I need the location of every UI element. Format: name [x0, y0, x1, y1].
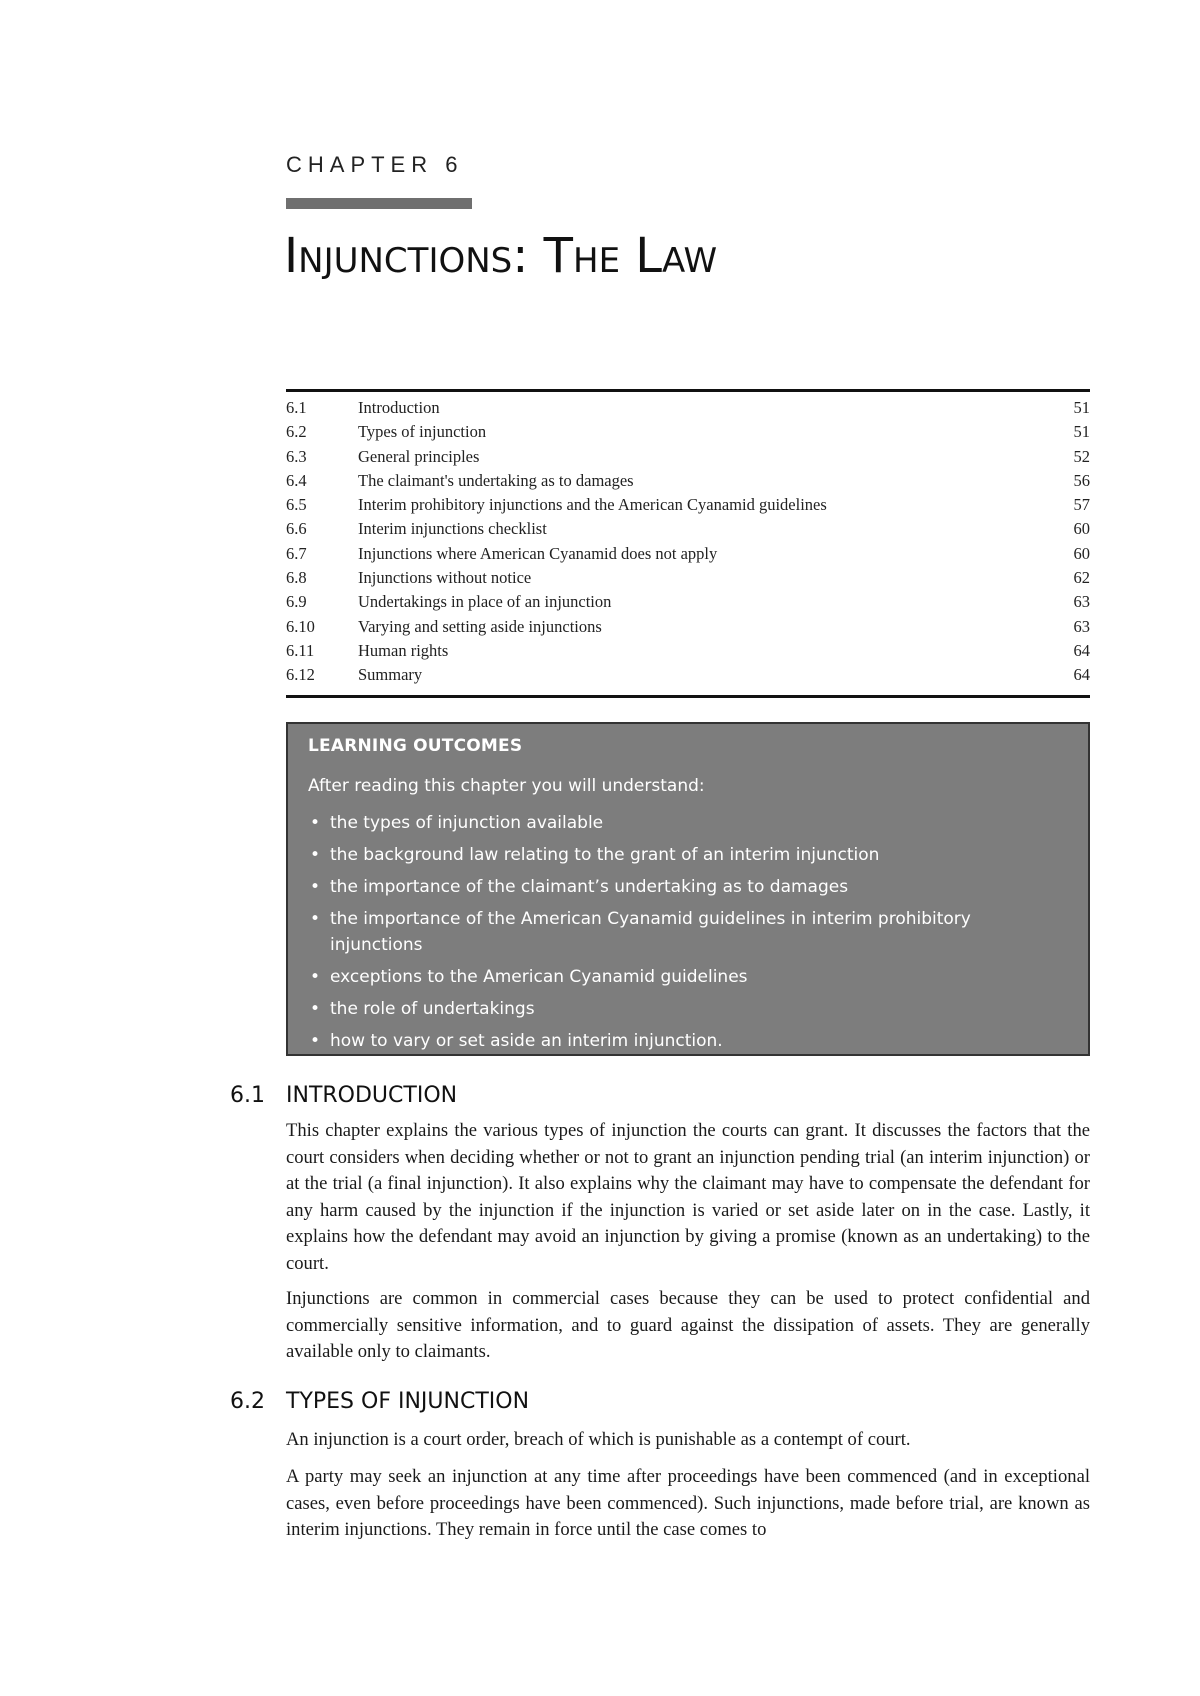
toc-number: 6.8: [286, 568, 307, 588]
bullet-icon: •: [310, 967, 321, 987]
learning-outcome-text: the background law relating to the grant of an interim injunction: [330, 845, 880, 865]
toc-page: 63: [1073, 616, 1090, 636]
toc-bottom-rule: [286, 695, 1090, 698]
toc-row[interactable]: [286, 639, 1090, 663]
bullet-icon: •: [310, 999, 321, 1019]
learning-outcome-item: [308, 842, 1068, 868]
toc-number: 6.7: [286, 543, 307, 563]
section-number: 6.1: [230, 1083, 265, 1108]
toc-title: General principles: [358, 446, 480, 466]
toc-title: Injunctions without notice: [358, 568, 532, 588]
bullet-icon: •: [310, 877, 321, 897]
toc-page: 60: [1073, 519, 1090, 539]
toc-row[interactable]: [286, 420, 1090, 444]
chapter-label: CHAPTER 6: [286, 152, 464, 177]
toc-number: 6.2: [286, 422, 307, 442]
toc-number: 6.5: [286, 495, 307, 515]
body-paragraph: A party may seek an injunction at any time after proceedings have been commenced (and in exceptional cases, even before proceedings have been commenced). Such injunctions, made before trial, are known as interim injunctions. They remain in force until the case comes to: [286, 1466, 1090, 1541]
toc-page: 51: [1073, 398, 1090, 417]
body-paragraph: Injunctions are common in commercial cases because they can be used to protect confidential and commercially sensitive information, and to guard against the dissipation of assets. They are generally available only to claimants.: [286, 1288, 1090, 1363]
toc-page: 51: [1073, 422, 1090, 442]
toc-title: Varying and setting aside injunctions: [358, 616, 602, 636]
toc-number: 6.11: [286, 640, 315, 660]
toc-number: 6.12: [286, 665, 315, 685]
chapter-rule: [286, 198, 472, 209]
bullet-icon: •: [310, 813, 321, 833]
toc-title: Human rights: [358, 640, 449, 660]
learning-outcome-item: [308, 964, 1068, 990]
section-title: TYPES OF INJUNCTION: [286, 1389, 530, 1414]
learning-outcome-text: the role of undertakings: [330, 999, 535, 1019]
toc-title: The claimant's undertaking as to damages: [358, 470, 634, 490]
bullet-icon: •: [310, 909, 321, 929]
learning-outcome-text: exceptions to the American Cyanamid guidelines: [330, 967, 748, 987]
toc-number: 6.10: [286, 616, 315, 636]
toc-row[interactable]: [286, 517, 1090, 541]
toc-top-rule: [286, 389, 1090, 392]
learning-outcome-item: [308, 1028, 1068, 1054]
toc-row[interactable]: [286, 396, 1090, 420]
learning-outcome-text: the types of injunction available: [330, 813, 604, 833]
toc-page: 60: [1073, 543, 1090, 563]
toc-page: 52: [1073, 446, 1090, 466]
toc-number: 6.3: [286, 446, 307, 466]
section-number: 6.2: [230, 1389, 265, 1414]
toc-title: Injunctions where American Cyanamid does not apply: [358, 543, 718, 563]
toc-number: 6.6: [286, 519, 307, 539]
toc-row[interactable]: [286, 469, 1090, 493]
learning-outcome-item: [308, 874, 1068, 900]
table-of-contents: [286, 396, 1090, 688]
toc-row[interactable]: [286, 663, 1090, 687]
learning-outcome-text: the importance of the claimant’s undertaking as to damages: [330, 877, 849, 897]
toc-row[interactable]: [286, 566, 1090, 590]
toc-title: Types of injunction: [358, 422, 487, 442]
chapter-title: Injunctions: The Law: [284, 228, 718, 284]
bullet-icon: •: [310, 1031, 321, 1051]
toc-title: Summary: [358, 665, 423, 685]
bullet-icon: •: [310, 845, 321, 865]
toc-row[interactable]: [286, 590, 1090, 614]
learning-outcome-item: [308, 906, 1068, 958]
toc-row[interactable]: [286, 542, 1090, 566]
learning-outcomes-intro: After reading this chapter you will understand:: [308, 776, 705, 796]
toc-number: 6.4: [286, 470, 307, 490]
toc-row[interactable]: [286, 615, 1090, 639]
learning-outcomes-box: [286, 722, 1090, 1056]
learning-outcome-item: [308, 810, 1068, 836]
learning-outcomes-heading: LEARNING OUTCOMES: [308, 736, 523, 756]
toc-page: 56: [1073, 470, 1090, 490]
toc-title: Interim prohibitory injunctions and the American Cyanamid guidelines: [358, 495, 827, 515]
toc-page: 63: [1073, 592, 1090, 612]
learning-outcome-item: [308, 996, 1068, 1022]
toc-row[interactable]: [286, 493, 1090, 517]
toc-title: Interim injunctions checklist: [358, 519, 547, 539]
learning-outcome-text: the importance of the American Cyanamid guidelines in interim prohibitory injunctions: [330, 909, 971, 955]
learning-outcomes-list: [308, 810, 1068, 1060]
section-title: INTRODUCTION: [286, 1083, 458, 1108]
toc-page: 57: [1073, 495, 1090, 515]
toc-page: 62: [1073, 568, 1090, 588]
learning-outcome-text: how to vary or set aside an interim injunction.: [330, 1031, 723, 1051]
toc-title: Undertakings in place of an injunction: [358, 592, 612, 612]
body-paragraph: This chapter explains the various types of injunction the courts can grant. It discusses the factors that the court considers when deciding whether or not to grant an injunction pending trial (an interim injunction) or at the trial (a final injunction). It also explains why the claimant may have to compensate the defendant for any harm caused by the injunction if the injunction is varied or set aside later on in the case. Lastly, it explains how the defendant may avoid an injunction by giving a promise (known as an undertaking) to the court.: [286, 1120, 1090, 1274]
body-paragraph: An injunction is a court order, breach of which is punishable as a contempt of court.: [286, 1429, 911, 1450]
toc-number: 6.9: [286, 592, 307, 612]
toc-title: Introduction: [358, 398, 440, 417]
toc-page: 64: [1073, 640, 1090, 660]
toc-page: 64: [1073, 665, 1090, 685]
toc-row[interactable]: [286, 445, 1090, 469]
toc-number: 6.1: [286, 398, 307, 417]
